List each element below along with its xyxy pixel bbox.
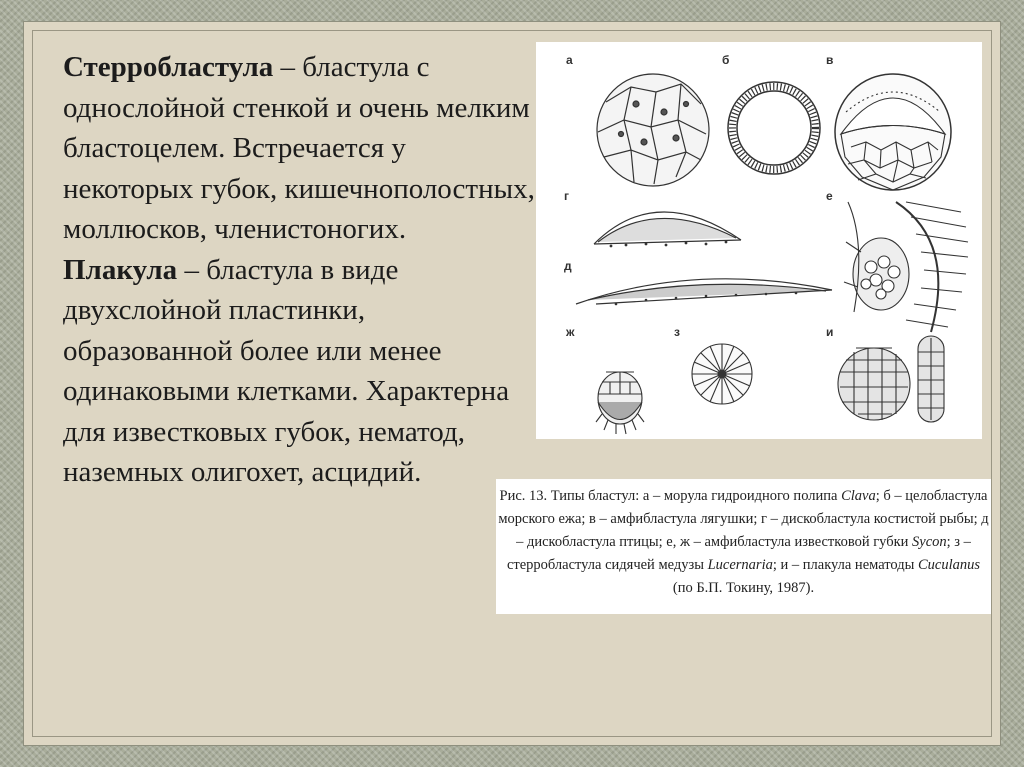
definition-placula: – бластула в виде двухслойной пластинки, образованной более или менее одинаковыми клетками. Характерна для известковых губок, нематод, наземных олигохет, асцидий. xyxy=(63,253,510,488)
discoblastula-bird-drawing xyxy=(576,279,832,306)
slide xyxy=(24,22,1000,745)
figure-label-z: з xyxy=(674,325,680,339)
caption-part-2: ; б – целобластула морского ежа; в – амфибластула лягушки; г – дискобластула костистой рыбы; д – дискобластула птицы; е, ж – амфибластула известковой губки xyxy=(498,488,989,550)
amphiblastula-sycon-drawing xyxy=(844,202,968,332)
paragraph-placula xyxy=(63,250,513,493)
figure-caption xyxy=(496,479,991,614)
blastula-drawings xyxy=(536,42,982,439)
figure-label-g: г xyxy=(564,189,569,203)
coeloblastula-drawing xyxy=(728,82,820,174)
caption-taxon-clava: Clava xyxy=(841,488,876,504)
caption-taxon-lucernaria: Lucernaria xyxy=(707,557,773,573)
blastula-figure xyxy=(536,42,982,439)
amphiblastula-free-drawing xyxy=(596,372,644,434)
term-sterroblastula: Стерробластула xyxy=(63,51,274,83)
figure-label-e: е xyxy=(826,189,833,203)
figure-label-a: а xyxy=(566,53,573,67)
body-text xyxy=(63,47,543,493)
caption-taxon-sycon: Sycon xyxy=(912,534,947,550)
caption-taxon-cuculanus: Cuculanus xyxy=(918,557,981,573)
discoblastula-fish-drawing xyxy=(594,212,741,247)
morula-drawing xyxy=(597,74,709,186)
sterroblastula-drawing xyxy=(692,344,752,404)
placula-drawing xyxy=(838,336,944,422)
caption-part-1: Рис. 13. Типы бластул: а – морула гидроидного полипа xyxy=(499,488,842,504)
caption-part-3: ; з – стерробластула сидячей медузы xyxy=(506,534,971,573)
caption-part-5: (по Б.П. Токину, 1987). xyxy=(672,580,815,596)
figure-label-i: и xyxy=(826,325,834,339)
figure-label-v: в xyxy=(826,53,834,67)
amphiblastula-frog-drawing xyxy=(835,74,951,190)
definition-sterroblastula: – бластула с однослойной стенкой и очень мелким бластоцелем. Встречается у некоторых губок, кишечнополостных, моллюсков, членистоногих. xyxy=(63,51,535,245)
figure-label-zh: ж xyxy=(566,325,575,339)
term-placula: Плакула xyxy=(63,253,178,286)
caption-part-4: ; и – плакула нематоды xyxy=(772,557,918,573)
figure-label-b: б xyxy=(722,53,730,67)
figure-label-d: д xyxy=(564,259,572,273)
paragraph-sterroblastula xyxy=(63,47,535,250)
